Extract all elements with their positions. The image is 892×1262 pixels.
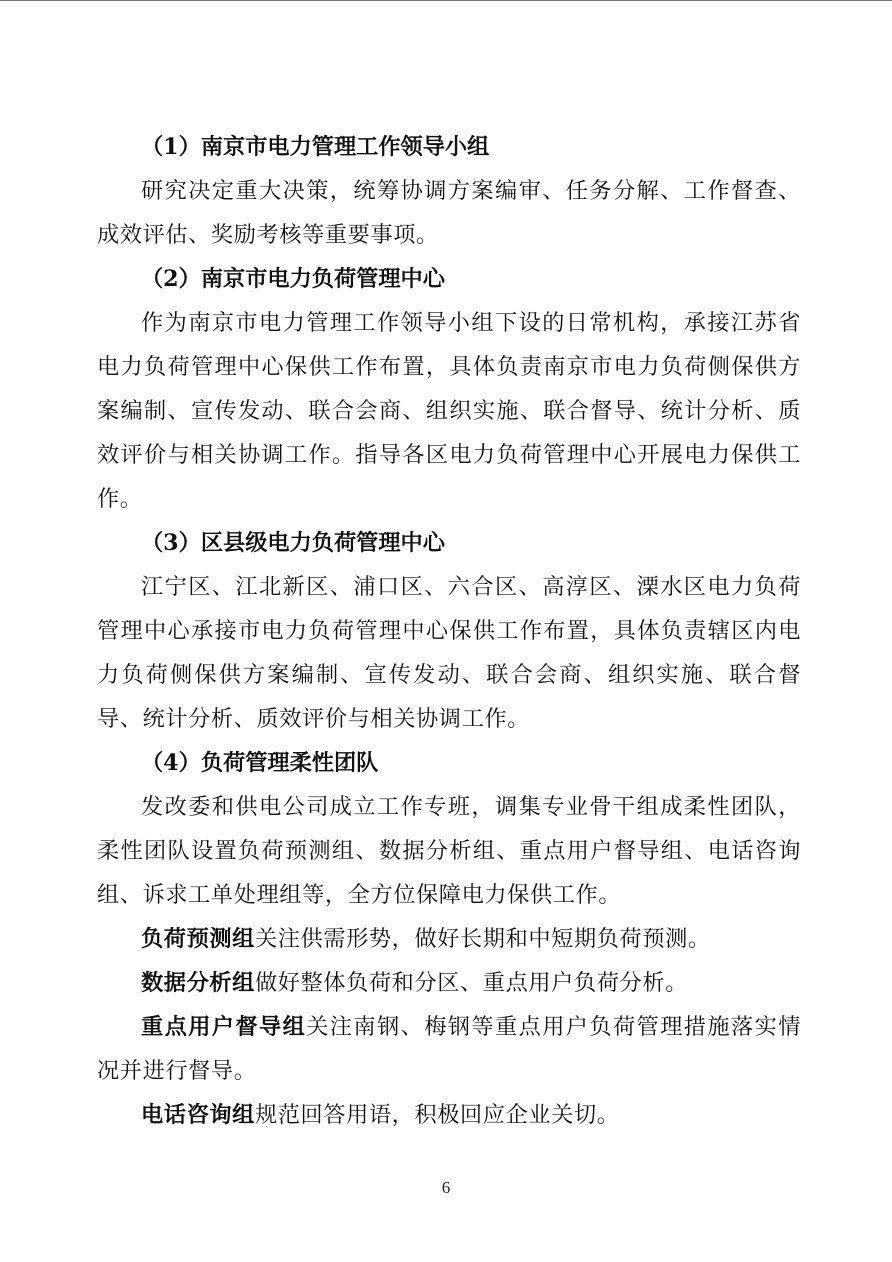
supervision-group-name: 重点用户督导组 <box>141 1014 307 1040</box>
section-2-heading: （2）南京市电力负荷管理中心 <box>141 266 445 292</box>
forecast-group-desc: 关注供需形势，做好长期和中短期负荷预测。 <box>254 926 711 952</box>
page-number: 6 <box>441 1178 451 1197</box>
analysis-group-desc: 做好整体负荷和分区、重点用户负荷分析。 <box>254 970 688 996</box>
section-4-heading: （4）负荷管理柔性团队 <box>141 750 379 776</box>
forecast-group-name: 负荷预测组 <box>141 926 255 952</box>
section-2-paragraph: 作为南京市电力管理工作领导小组下设的日常机构，承接江苏省电力负荷管理中心保供工作布置，具体负责南京市电力负荷侧保供方案编制、宣传发动、联合会商、组织实施、联合督导、统计分析、质效评价与相关协调工作。指导各区电力负荷管理中心开展电力保供工作。 <box>97 310 801 512</box>
hotline-group-name: 电话咨询组 <box>141 1102 255 1128</box>
section-4-paragraph: 发改委和供电公司成立工作专班，调集专业骨干组成柔性团队，柔性团队设置负荷预测组、数据分析组、重点用户督导组、电话咨询组、诉求工单处理组等，全方位保障电力保供工作。 <box>97 794 801 908</box>
hotline-group-paragraph <box>97 1093 801 1137</box>
analysis-group-paragraph <box>97 961 801 1005</box>
supervision-group-paragraph <box>97 1005 801 1093</box>
analysis-group-name: 数据分析组 <box>141 970 255 996</box>
forecast-group-paragraph <box>97 917 801 961</box>
section-3-heading: （3）区县级电力负荷管理中心 <box>141 530 445 556</box>
section-1-paragraph: 研究决定重大决策，统筹协调方案编审、任务分解、工作督查、成效评估、奖励考核等重要事项。 <box>97 178 801 248</box>
hotline-group-desc: 规范回答用语，积极回应企业关切。 <box>254 1102 620 1128</box>
supervision-group-desc: 关注南钢、梅钢等重点用户负荷管理措施落实情况并进行督导。 <box>97 1014 801 1084</box>
document-body <box>97 125 801 1137</box>
section-1-heading: （1）南京市电力管理工作领导小组 <box>141 134 490 160</box>
section-3-paragraph: 江宁区、江北新区、浦口区、六合区、高淳区、溧水区电力负荷管理中心承接市电力负荷管理中心保供工作布置，具体负责辖区内电力负荷侧保供方案编制、宣传发动、联合会商、组织实施、联合督导、统计分析、质效评价与相关协调工作。 <box>97 574 801 732</box>
